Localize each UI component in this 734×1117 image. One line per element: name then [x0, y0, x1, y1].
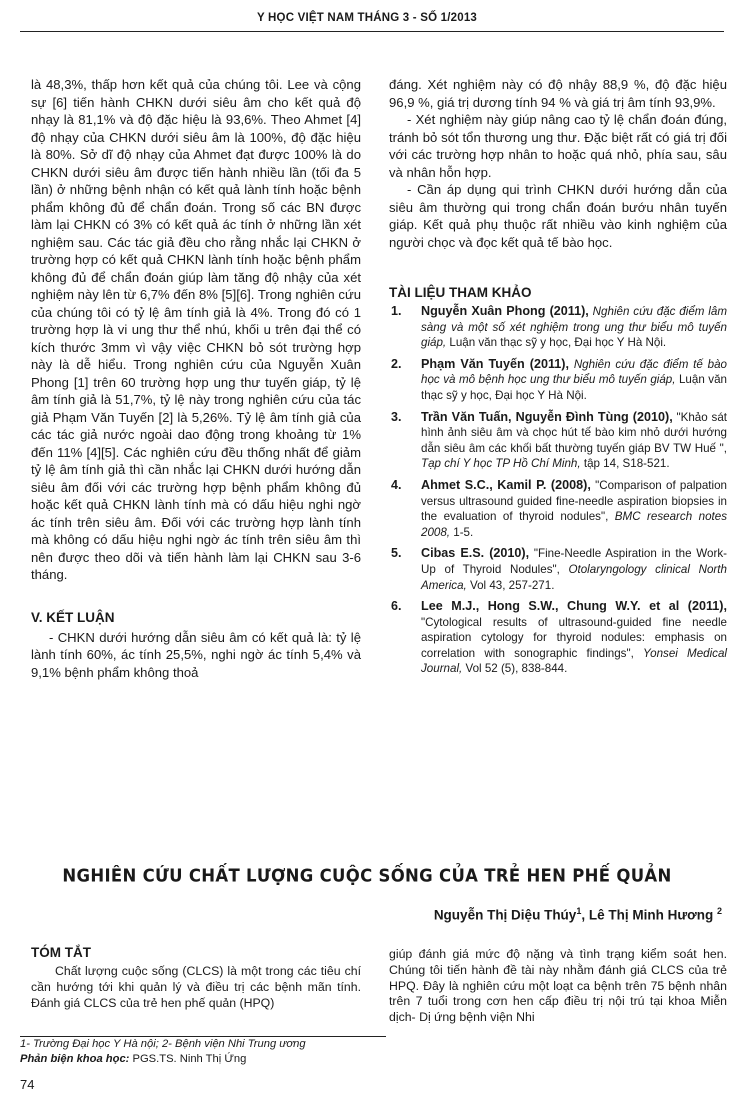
- reference-number: 3.: [391, 409, 402, 424]
- header-rule: [20, 31, 724, 32]
- author-separator: ,: [581, 907, 589, 923]
- author-name: Lê Thị Minh Hương: [588, 907, 714, 923]
- article-title: NGHIÊN CỨU CHẤT LƯỢNG CUỘC SỐNG CỦA TRẺ HEN PHẾ QUẢN: [62, 865, 672, 886]
- reference-title: Nghiên cứu đặc điểm lâm sàng và một số xét nghiệm trong ung thư biểu mô tuyến giáp,: [421, 305, 727, 350]
- affiliation-footnote: 1- Trường Đại học Y Hà nội; 2- Bệnh viện Nhi Trung ương: [20, 1038, 306, 1050]
- reference-authors: Ahmet S.C., Kamil P. (2008),: [421, 477, 591, 492]
- reference-title: "Comparison of palpation versus ultrasound guided fine-needle aspiration biopsies in the evaluation of thyroid nodules",: [421, 478, 727, 524]
- reference-item: [389, 357, 727, 404]
- affiliation-marker: 1: [576, 906, 582, 916]
- reference-number: 5.: [391, 546, 402, 561]
- reference-source: 1-5.: [453, 525, 474, 539]
- reference-number: 4.: [391, 477, 402, 492]
- reference-item: [389, 599, 727, 677]
- conclusion-continued: đáng. Xét nghiệm này có độ nhậy 88,9 %, độ đặc hiệu 96,9 %, giá trị dương tính 94 % và giá trị âm tính 93,9%.: [389, 77, 727, 110]
- reference-journal: Otolaryngology clinical North America,: [421, 562, 727, 592]
- reference-journal: Tạp chí Y học TP Hồ Chí Minh,: [421, 457, 581, 471]
- reference-item: [389, 304, 727, 351]
- conclusion-point-2: - Xét nghiệm này giúp nâng cao tỷ lệ chẩn đoán đúng, tránh bỏ sót tổn thương ung thư. Đặc biệt rất có giá trị đối với các trường hợp nhân to hoặc quá nhỏ, phía sau, sâu và nhân hỗn hợp.: [389, 112, 727, 180]
- reviewer-name: PGS.TS. Ninh Thị Ứng: [132, 1053, 247, 1065]
- conclusion-heading: V. KẾT LUẬN: [31, 609, 115, 625]
- reference-list: [389, 304, 727, 677]
- reference-authors: Trần Văn Tuấn, Nguyễn Đình Tùng (2010),: [421, 409, 673, 424]
- abstract-paragraph: Chất lượng cuộc sống (CLCS) là một trong các tiêu chí cần hướng tới khi quản lý và điều trị các bệnh mãn tính. Đánh giá CLCS của trẻ hen phế quản (HPQ): [31, 964, 361, 1010]
- abstract-heading: TÓM TẮT: [31, 945, 91, 960]
- reference-journal: Yonsei Medical Journal,: [421, 646, 727, 676]
- left-column: [31, 76, 361, 681]
- author-name: Nguyễn Thị Diệu Thúy: [433, 907, 577, 923]
- running-header: Y HỌC VIỆT NAM THÁNG 3 - SỐ 1/2013: [256, 12, 478, 24]
- reference-number: 1.: [391, 304, 402, 318]
- abstract-right-column: [389, 947, 727, 1026]
- reference-authors: Nguyễn Xuân Phong (2011),: [421, 304, 589, 318]
- page-number: 74: [20, 1077, 35, 1092]
- reference-item: [389, 410, 727, 472]
- reference-authors: Lee M.J., Hong S.W., Chung W.Y. et al (2011),: [421, 599, 727, 614]
- footnote-rule: [20, 1036, 386, 1037]
- author-line: [434, 906, 722, 923]
- reviewer-label: Phản biện khoa học:: [20, 1053, 130, 1065]
- discussion-paragraph: là 48,3%, thấp hơn kết quả của chúng tôi. Lee và cộng sự [6] tiến hành CHKN dưới siêu âm cho kết quả độ nhạy là 81,1% và độ đặc hiệu là 93,6%. Theo Ahmet [4] độ nhạy của CHKN dưới siêu âm là 100%, độ đặc hiệu là 80%. Sở dĩ độ nhạy của Ahmet đạt được 100% là do CHKN dưới siêu âm được tiến hành nhiều lần (tối đa 5 lần) ở những bệnh nhận có kết quả lành tính hoặc bệnh phẩm không đủ để chẩn đoán. Trong số các BN được làm lại CHKN có 3% có kết quả ác tính ở những lần xét nghiệm sau. Các tác giả đều cho rằng nhắc lại CHKN ở trường hợp có kết quả CHKN lành tính hoặc bệnh phẩm không đủ để chẩn đoán giúp làm tăng độ nhậy của xét nghiệm này lên từ 6,7% đến 8% [5][6]. Trong nghiên cứu của chúng tôi có tỷ lệ âm tính giả là 4%. Trong đó có 1 trường hợp là vi ung thư thể nhú, khối u trên đại thể có kích thước 3mm vì vậy việc CHKN bỏ sót trường hợp này là dễ hiểu. Trong nghiên cứu của Nguyễn Xuân Phong [1] trên 60 trường hợp ung thư tuyến giáp, tỷ lệ âm tính giả là 51,7%, tỷ lệ này trong nghiên cứu của tác giả Phạm Văn Tuyến [2] là 5,26%. Tỷ lệ âm tính giả của các tác giả nước ngoài dao động trong khoảng từ 1% đến 11% [4][5]. Các nghiên cứu đều thống nhất để giảm tỷ lệ âm tính giả thì cần nhắc lại CHKN dưới hướng dẫn siêu âm đối với các trường hợp bệnh phẩm không đủ hoặc kết quả CHKN lành tính mà có dấu hiệu nghi ngờ ác tính trên siêu âm. Đối với các trường hợp lành tính mà không có dấu hiệu nghi ngờ ác tính trên siêu âm thì nên được theo dõi và tiến hành làm lại CHKN sau 3-6 tháng.: [31, 77, 361, 582]
- right-column: [389, 76, 727, 683]
- reference-number: 6.: [391, 599, 402, 614]
- reference-journal: BMC research notes 2008,: [421, 510, 727, 539]
- reference-title: Nghiên cứu đặc điểm tế bào học và mô bệnh học ung thư biểu mô tuyến giáp,: [421, 357, 727, 387]
- reference-item: [389, 478, 727, 540]
- reference-source: Vol 52 (5), 838-844.: [465, 662, 568, 676]
- reference-item: [389, 546, 727, 593]
- reference-title: "Cytological results of ultrasound-guided fine needle aspiration cytology for thyroid nodules: emphasis on correlation with sonographic findings",: [421, 615, 727, 660]
- reference-number: 2.: [391, 356, 402, 371]
- conclusion-point-3: - Cần áp dụng qui trình CHKN dưới hướng dẫn của siêu âm thường qui trong chẩn đoán bướu nhân tuyến giáp. Kết quả phụ thuộc rất nhiều vào kinh nghiệm của người chọc và đọc kết quả tế bào học.: [389, 182, 727, 250]
- reviewer-line: [20, 1053, 246, 1065]
- reference-title: "Fine-Needle Aspiration in the Work-Up of Thyroid Nodules",: [421, 547, 727, 576]
- references-heading: TÀI LIỆU THAM KHẢO: [389, 285, 532, 300]
- abstract-paragraph-continued: giúp đánh giá mức độ nặng và tình trạng kiểm soát hen. Chúng tôi tiến hành đề tài này nhằm đánh giá CLCS của trẻ HPQ. Đây là nghiên cứu một loạt ca bệnh trên 75 bệnh nhân trên 7 tuổi trong cơn hen cấp điều trị nội trú tại khoa Miễn dịch- Dị ứng bệnh viện Nhi: [389, 947, 727, 1025]
- reference-source: Luận văn thạc sỹ y học, Đại học Y Hà Nội.: [449, 336, 667, 350]
- conclusion-paragraph: - CHKN dưới hướng dẫn siêu âm có kết quả là: tỷ lệ lành tính 60%, ác tính 25,5%, nghi ngờ ác tính 5,4% và 9,1% bệnh phẩm không thoả: [31, 629, 361, 680]
- reference-authors: Cibas E.S. (2010),: [421, 546, 530, 561]
- reference-title: "Khảo sát hình ảnh siêu âm và chọc hút tế bào kim nhỏ dưới hướng dẫn siêu âm các khối bất thường tuyến giáp BV TW Huế ",: [421, 410, 727, 455]
- reference-source: Vol 43, 257-271.: [469, 578, 555, 592]
- reference-source: Luận văn thạc sỹ y học, Đại học Y Hà Nội.: [421, 373, 727, 402]
- affiliation-marker: 2: [716, 906, 722, 916]
- reference-source: tập 14, S18-521.: [583, 457, 670, 471]
- abstract-left-column: [31, 964, 361, 1011]
- reference-authors: Phạm Văn Tuyến (2011),: [421, 356, 569, 371]
